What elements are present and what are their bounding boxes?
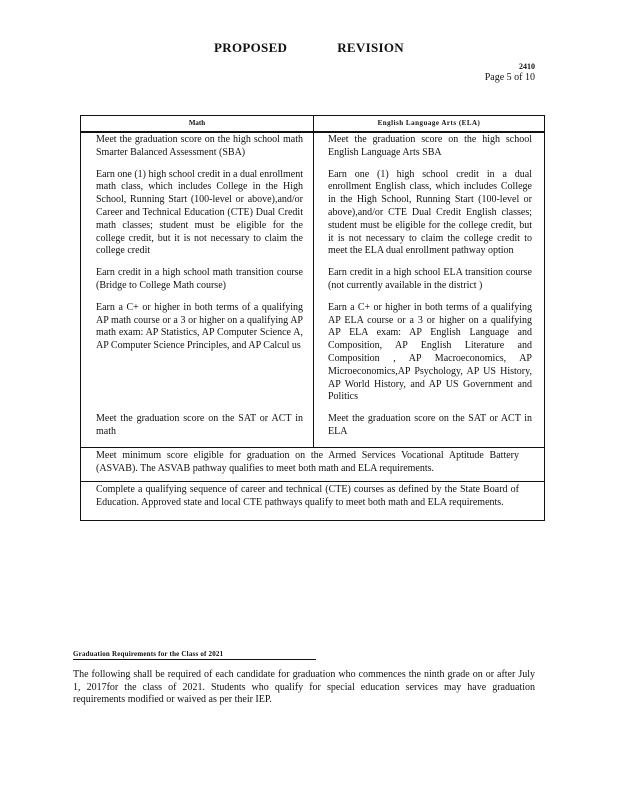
title-word-revision: REVISION	[337, 40, 404, 55]
page-number: Page 5 of 10	[484, 72, 535, 83]
math-cell: Earn a C+ or higher in both terms of a qualifying AP math course or a 3 or higher on a qualifying AP math exam: AP Statistics, AP Computer Science A, AP Computer Science Principles, and AP Calcul us	[81, 301, 314, 412]
math-cell: Earn one (1) high school credit in a dual enrollment math class, which includes College in the High School, Running Start (100-level or above),and/or Career and Technical Education (CTE) Dual Credit math classes; student must be eligible for the college credit, but it is not necessary to claim the college credit	[81, 168, 314, 267]
pathway-table	[80, 115, 545, 521]
table-row	[81, 412, 545, 447]
table-header-row	[81, 116, 545, 133]
math-cell: Meet the graduation score on the high school math Smarter Balanced Assessment (SBA)	[81, 132, 314, 168]
math-cell: Earn credit in a high school math transition course (Bridge to College Math course)	[81, 266, 314, 301]
table-row	[81, 168, 545, 267]
cte-cell: Complete a qualifying sequence of career and technical (CTE) courses as defined by the State Board of Education. Approved state and local CTE pathways qualify to meet both math and ELA requirements.	[81, 482, 545, 521]
section-heading: Graduation Requirements for the Class of 2021	[73, 650, 316, 660]
ela-cell: Earn a C+ or higher in both terms of a qualifying AP ELA course or a 3 or higher on a qualifying AP ELA exam: AP English Language and Composition, AP English Literature and Composition , AP Macroeconomics, AP Microeconomics,AP Psychology, AP US History, AP World History, and AP US Government and Politics	[314, 301, 545, 412]
table-row	[81, 266, 545, 301]
ela-cell: Meet the graduation score on the high school English Language Arts SBA	[314, 132, 545, 168]
math-cell: Meet the graduation score on the SAT or ACT in math	[81, 412, 314, 447]
policy-number: 2410	[519, 62, 535, 71]
title-word-proposed: PROPOSED	[214, 40, 288, 55]
ela-cell: Meet the graduation score on the SAT or ACT in ELA	[314, 412, 545, 447]
column-header-ela: English Language Arts (ELA)	[314, 116, 545, 133]
ela-cell: Earn one (1) high school credit in a dual enrollment English class, which includes College in the High School, Running Start (100-level or above),and/or CTE Dual Credit English classes; student must be eligible for the college credit, but it is not necessary to claim the college credit to meet the ELA dual enrollment pathway option	[314, 168, 545, 267]
document-title	[0, 40, 618, 56]
column-header-math: Math	[81, 116, 314, 133]
table-row	[81, 301, 545, 412]
table-row-full	[81, 447, 545, 482]
ela-cell: Earn credit in a high school ELA transition course (not currently available in the district )	[314, 266, 545, 301]
table-row-full	[81, 482, 545, 521]
table-row	[81, 132, 545, 168]
asvab-cell: Meet minimum score eligible for graduation on the Armed Services Vocational Aptitude Battery (ASVAB). The ASVAB pathway qualifies to meet both math and ELA requirements.	[81, 447, 545, 482]
section-paragraph: The following shall be required of each candidate for graduation who commences the ninth grade on or after July 1, 2017for the class of 2021. Students who qualify for special education services may have graduation requirements modified or waived as per their IEP.	[73, 669, 535, 705]
